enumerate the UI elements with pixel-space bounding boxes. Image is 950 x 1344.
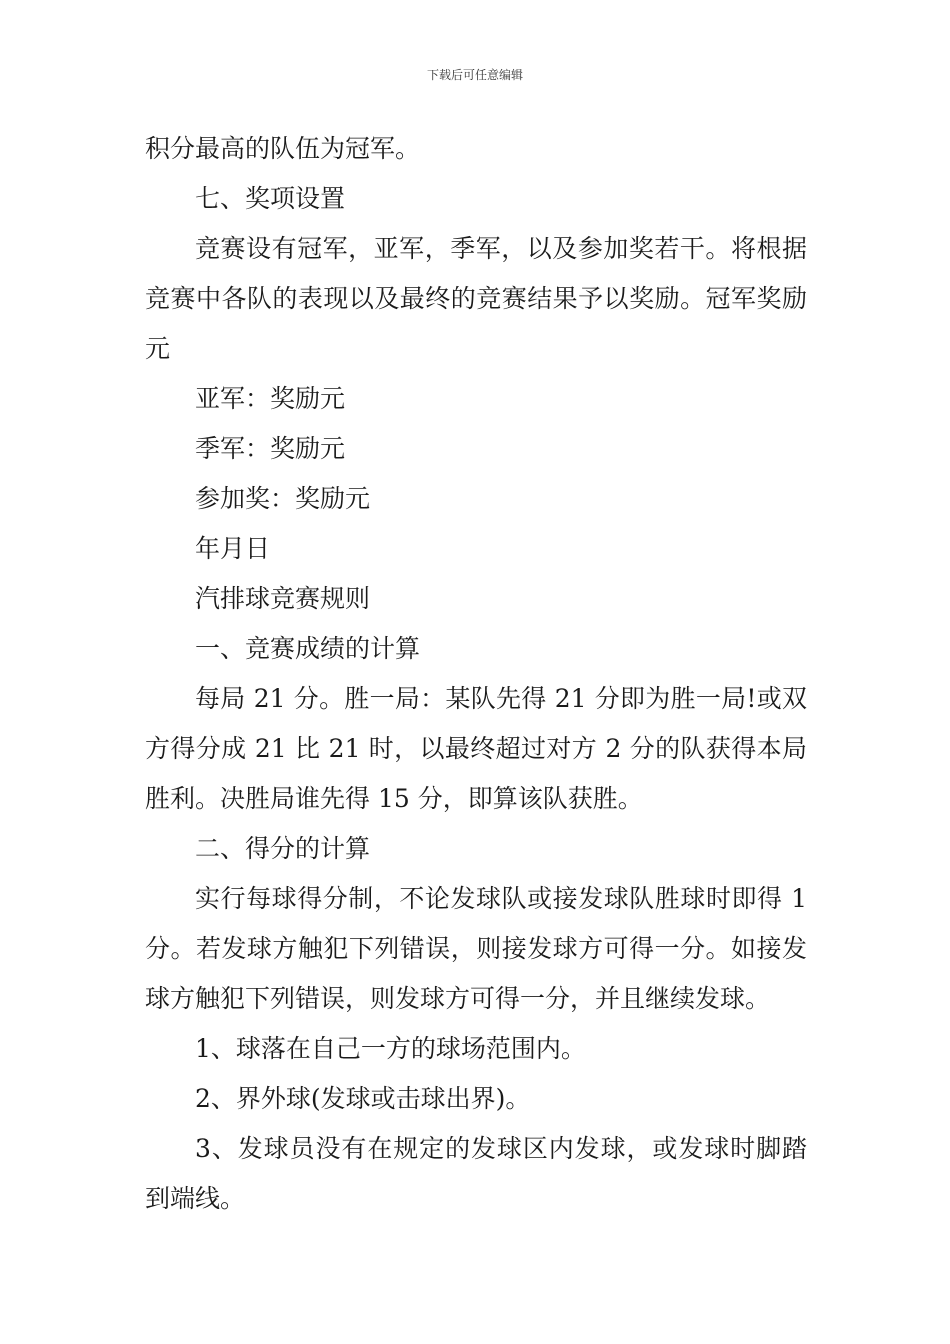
- award-participation: 参加奖：奖励元: [195, 484, 371, 513]
- section-heading-points: 二、得分的计算: [195, 834, 371, 863]
- date-line: 年月日: [195, 534, 271, 563]
- award-third-place: 季军：奖励元: [195, 434, 346, 463]
- list-item: 1、球落在自己一方的球场范围内。: [195, 1034, 586, 1063]
- list-item: 3、发球员没有在规定的发球区内发球，或发球时脚踏到端线。: [145, 1134, 807, 1213]
- paragraph: 每局 21 分。胜一局：某队先得 21 分即为胜一局!或双方得分成 21 比 21 时，以最终超过对方 2 分的队获得本局胜利。决胜局谁先得 15 分，即算该队获胜。: [145, 684, 807, 813]
- document-body: [145, 124, 807, 1224]
- list-item: 2、界外球(发球或击球出界)。: [195, 1084, 531, 1113]
- section-heading-awards: 七、奖项设置: [195, 184, 346, 213]
- paragraph: 实行每球得分制，不论发球队或接发球队胜球时即得 1 分。若发球方触犯下列错误，则接发球方可得一分。如接发球方触犯下列错误，则发球方可得一分，并且继续发球。: [145, 884, 807, 1013]
- section-heading-scoring: 一、竞赛成绩的计算: [195, 634, 421, 663]
- paragraph: 积分最高的队伍为冠军。: [145, 134, 421, 163]
- document-title: 汽排球竞赛规则: [195, 584, 371, 613]
- award-runner-up: 亚军：奖励元: [195, 384, 346, 413]
- page-header-note: 下载后可任意编辑: [426, 68, 523, 82]
- paragraph: 竞赛设有冠军，亚军，季军，以及参加奖若干。将根据竞赛中各队的表现以及最终的竞赛结果予以奖励。冠军奖励元: [145, 234, 807, 363]
